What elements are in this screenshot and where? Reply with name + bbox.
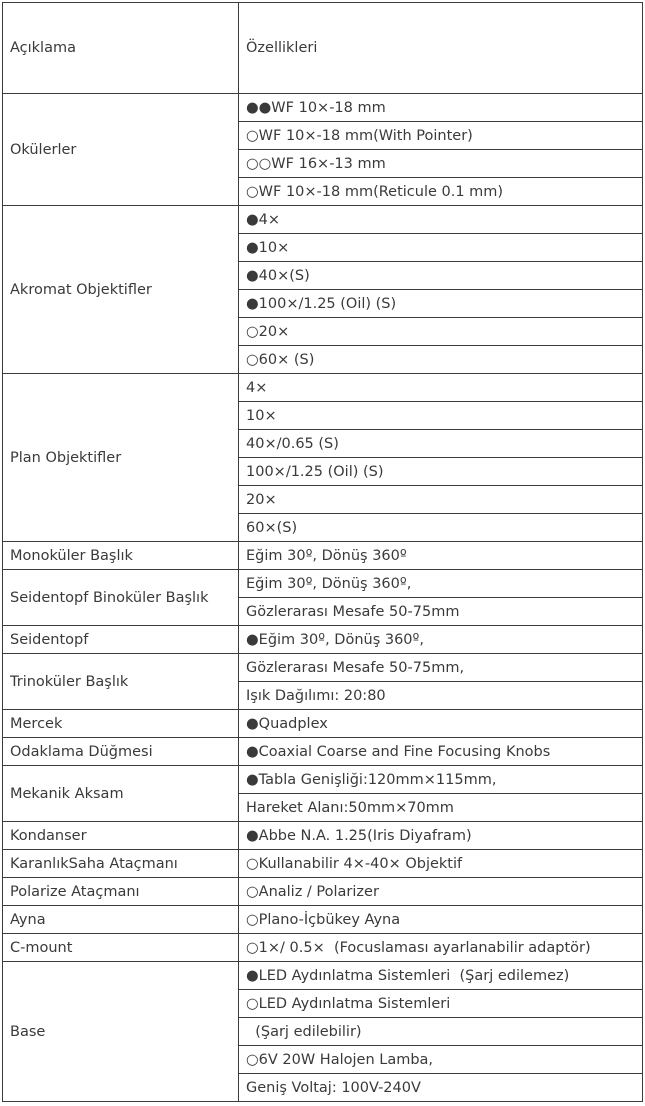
table-row: [3, 822, 643, 850]
row-label: Monoküler Başlık: [3, 542, 239, 570]
row-value: ○○WF 16×-13 mm: [239, 150, 643, 178]
table-header-row: [3, 3, 643, 94]
spec-table-body: [3, 3, 643, 1102]
table-row: [3, 542, 643, 570]
row-label: Trinoküler Başlık: [3, 654, 239, 710]
table-row: [3, 906, 643, 934]
row-value: ●●WF 10×-18 mm: [239, 94, 643, 122]
row-value: ○1×/ 0.5× (Focuslaması ayarlanabilir adaptör): [239, 934, 643, 962]
table-row: [3, 878, 643, 906]
row-label: Seidentopf: [3, 626, 239, 654]
row-value: (Şarj edilebilir): [239, 1018, 643, 1046]
row-value: Geniş Voltaj: 100V-240V: [239, 1074, 643, 1102]
row-value: ●100×/1.25 (Oil) (S): [239, 290, 643, 318]
row-label: KaranlıkSaha Ataçmanı: [3, 850, 239, 878]
row-label: Kondanser: [3, 822, 239, 850]
row-value: ●Quadplex: [239, 710, 643, 738]
row-value: 20×: [239, 486, 643, 514]
table-row: [3, 654, 643, 682]
row-value: Eğim 30º, Dönüş 360º: [239, 542, 643, 570]
row-value: ●LED Aydınlatma Sistemleri (Şarj edilemez): [239, 962, 643, 990]
row-value: Gözlerarası Mesafe 50-75mm,: [239, 654, 643, 682]
row-value: ●Abbe N.A. 1.25(Iris Diyafram): [239, 822, 643, 850]
row-value: 60×(S): [239, 514, 643, 542]
row-label: Odaklama Düğmesi: [3, 738, 239, 766]
row-value: Eğim 30º, Dönüş 360º,: [239, 570, 643, 598]
table-row: [3, 738, 643, 766]
table-row: [3, 934, 643, 962]
row-value: ○WF 10×-18 mm(With Pointer): [239, 122, 643, 150]
table-row: [3, 626, 643, 654]
row-value: ●Tabla Genişliği:120mm×115mm,: [239, 766, 643, 794]
row-value: ○WF 10×-18 mm(Reticule 0.1 mm): [239, 178, 643, 206]
row-value: ○LED Aydınlatma Sistemleri: [239, 990, 643, 1018]
row-label: Seidentopf Binoküler Başlık: [3, 570, 239, 626]
row-label: Polarize Ataçmanı: [3, 878, 239, 906]
row-value: ●10×: [239, 234, 643, 262]
row-label: Ayna: [3, 906, 239, 934]
table-row: [3, 850, 643, 878]
row-label: Mercek: [3, 710, 239, 738]
row-label: Akromat Objektifler: [3, 206, 239, 374]
row-value: ●40×(S): [239, 262, 643, 290]
row-label: C-mount: [3, 934, 239, 962]
row-value: ○Kullanabilir 4×-40× Objektif: [239, 850, 643, 878]
table-row: [3, 962, 643, 990]
row-value: 100×/1.25 (Oil) (S): [239, 458, 643, 486]
row-value: 4×: [239, 374, 643, 402]
table-row: [3, 374, 643, 402]
row-value: ●Coaxial Coarse and Fine Focusing Knobs: [239, 738, 643, 766]
header-specs-cell: Özellikleri: [239, 3, 643, 94]
row-value: ○60× (S): [239, 346, 643, 374]
row-value: Gözlerarası Mesafe 50-75mm: [239, 598, 643, 626]
header-description-cell: Açıklama: [3, 3, 239, 94]
row-value: Işık Dağılımı: 20:80: [239, 682, 643, 710]
row-value: 10×: [239, 402, 643, 430]
table-row: [3, 94, 643, 122]
table-row: [3, 570, 643, 598]
row-value: ○Analiz / Polarizer: [239, 878, 643, 906]
row-value: 40×/0.65 (S): [239, 430, 643, 458]
spec-table: [2, 2, 643, 1102]
row-label: Mekanik Aksam: [3, 766, 239, 822]
row-value: ●4×: [239, 206, 643, 234]
table-row: [3, 206, 643, 234]
row-value: ○20×: [239, 318, 643, 346]
table-row: [3, 766, 643, 794]
row-value: ○6V 20W Halojen Lamba,: [239, 1046, 643, 1074]
row-label: Base: [3, 962, 239, 1102]
row-label: Okülerler: [3, 94, 239, 206]
row-label: Plan Objektifler: [3, 374, 239, 542]
table-row: [3, 710, 643, 738]
row-value: ○Plano-İçbükey Ayna: [239, 906, 643, 934]
row-value: Hareket Alanı:50mm×70mm: [239, 794, 643, 822]
row-value: ●Eğim 30º, Dönüş 360º,: [239, 626, 643, 654]
